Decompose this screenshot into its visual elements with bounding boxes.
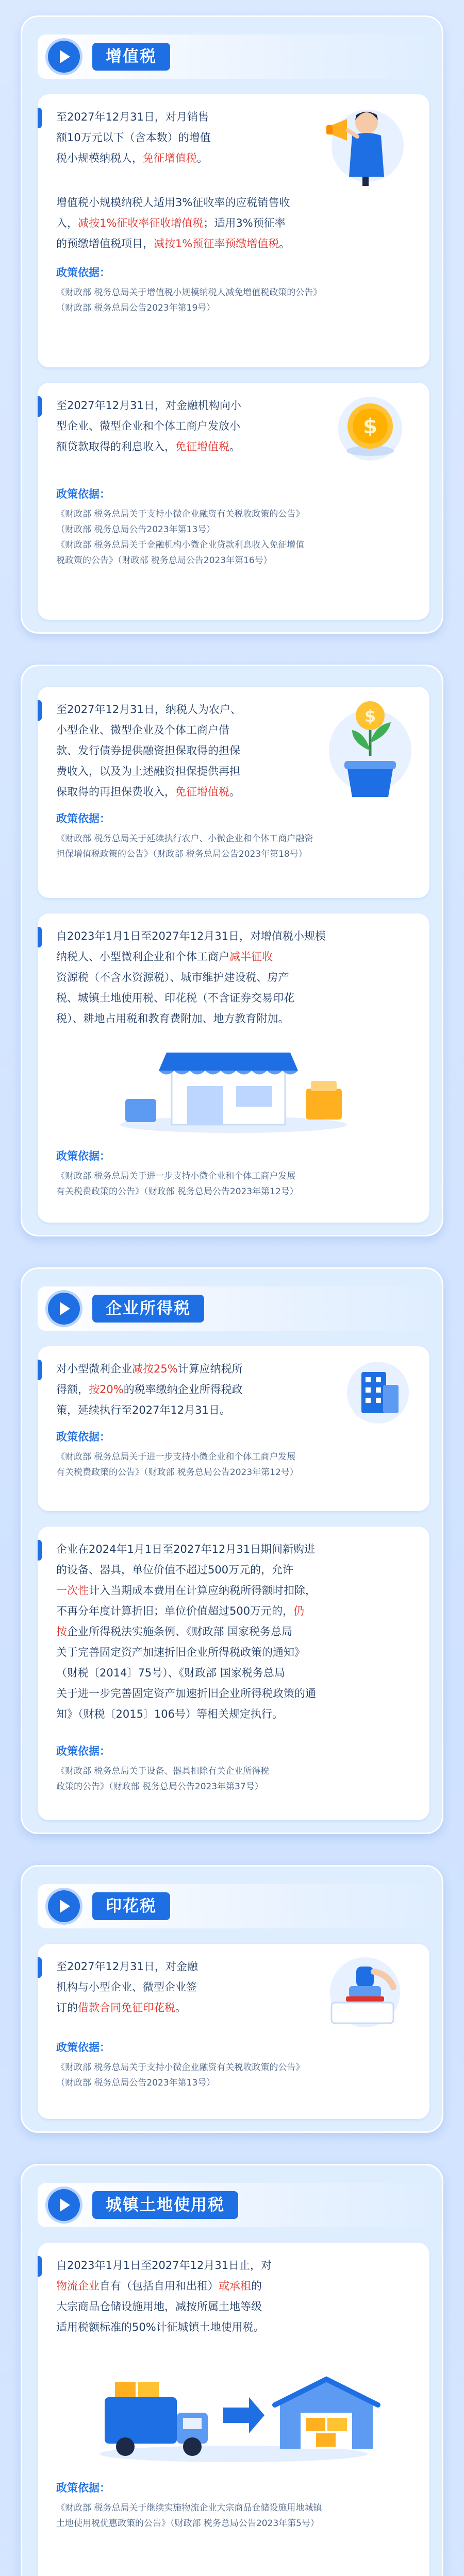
policy-basis: 《财政部 税务总局关于设备、器具扣除有关企业所得税 政策的公告》（财政部 税务总局公告2023年第37号） xyxy=(56,1766,270,1792)
megaphone-woman-illustration xyxy=(306,99,419,187)
card-marker xyxy=(38,927,42,947)
basis-label: 政策依据： xyxy=(56,1745,110,1757)
policy-basis: 《财政部 税务总局关于增值税小规模纳税人减免增值税政策的公告》 （财政部 税务总局公告2023年第19号） xyxy=(56,287,322,313)
vat-section xyxy=(21,15,443,634)
basis-label: 政策依据： xyxy=(56,2482,110,2494)
play-badge-icon xyxy=(48,1890,80,1922)
highlight-text: 免征增值税 xyxy=(143,152,197,164)
gold-coin-illustration xyxy=(326,390,414,467)
section-header xyxy=(38,1286,429,1331)
svg-text:$: $ xyxy=(363,415,377,438)
policy-card xyxy=(38,383,429,620)
section-header xyxy=(38,2183,429,2227)
policy-basis: 《财政部 税务总局关于进一步支持小微企业和个体工商户发展 有关税费政策的公告》（财政部 税务总局公告2023年第12号） xyxy=(56,1171,299,1197)
stamp-duty-section xyxy=(21,1865,443,2133)
basis-label: 政策依据： xyxy=(56,1431,110,1443)
policy-basis: 《财政部 税务总局关于延续执行农户、小微企业和个体工商户融资 担保增值税政策的公告》（财政部 税务总局公告2023年第18号） xyxy=(56,834,313,859)
policy-basis: 《财政部 税务总局关于进一步支持小微企业和个体工商户发展 有关税费政策的公告》（财政部 税务总局公告2023年第12号） xyxy=(56,1452,299,1478)
guarantee-section xyxy=(21,665,443,1236)
policy-text: 至2027年12月31日，对月销售 额10万元以下（含本数）的增值 税小规模纳税人，免征增值税。 xyxy=(56,111,211,164)
corporate-income-tax-section xyxy=(21,1267,443,1834)
policy-text: 至2027年12月31日，纳税人为农户、 小型企业、微型企业及个体工商户借 款、发行债券提供融资担保取得的担保 费收入，以及为上述融资担保提供再担 保取得的再担保费收入，免征增值税。 xyxy=(56,703,241,798)
storefront-illustration xyxy=(94,1032,373,1135)
policy-card xyxy=(38,2243,429,2576)
section-header xyxy=(38,1884,429,1928)
policy-basis: 《财政部 税务总局关于继续实施物流企业大宗商品仓储设施用地城镇 土地使用税优惠政策的公告》（财政部 税务总局公告2023年第5号） xyxy=(56,2503,322,2529)
policy-text: 增值税小规模纳税人适用3%征收率的应税销售收 入，减按1%征收率征收增值税；适用3%预征率 的预缴增值税项目，减按1%预征率预缴增值税。 xyxy=(56,196,290,250)
policy-card xyxy=(38,687,429,898)
card-marker xyxy=(38,1360,42,1380)
play-badge-icon xyxy=(48,1293,80,1325)
basis-label: 政策依据： xyxy=(56,2041,110,2054)
truck-warehouse-illustration xyxy=(84,2351,383,2464)
card-marker xyxy=(38,2256,42,2277)
hand-stamp-illustration xyxy=(316,1951,414,2033)
policy-text: 自2023年1月1日至2027年12月31日，对增值税小规模 纳税人、小型微利企业和个体工商户减半征收 资源税（不含水资源税）、城市维护建设税、房产 税、城镇土地使用税、印花税（不含证券交易印花 税）、耕地占用税和教育费附加、地方教育附加。 xyxy=(56,930,326,1025)
card-marker xyxy=(38,108,42,128)
section-title: 增值税 xyxy=(92,43,170,71)
policy-card xyxy=(38,1527,429,1820)
land-use-tax-section xyxy=(21,2164,443,2576)
card-marker xyxy=(38,1540,42,1561)
basis-label: 政策依据： xyxy=(56,1150,110,1162)
card-marker xyxy=(38,1957,42,1978)
play-badge-icon xyxy=(48,2189,80,2221)
svg-text:$: $ xyxy=(364,706,376,726)
policy-card xyxy=(38,1346,429,1511)
money-plant-illustration xyxy=(321,694,419,812)
card-marker xyxy=(38,396,42,417)
policy-text: 至2027年12月31日，对金融机构向小 型企业、微型企业和个体工商户发放小 额贷款取得的利息收入，免征增值税。 xyxy=(56,399,241,453)
policy-card xyxy=(38,94,429,367)
section-title: 印花税 xyxy=(92,1892,170,1920)
section-header xyxy=(38,35,429,79)
policy-text: 企业在2024年1月1日至2027年12月31日期间新购进 的设备、器具，单位价值不超过500万元的，允许 一次性计入当期成本费用在计算应纳税所得额时扣除， 不再分年度计算折旧；单位价值超过500万元的，仍 按企业所得税法实施条例、《财政部 国家税务总局 关于完善固定资产加速折旧企业所得税政策的通知》 （财税〔2014〕75号）、《财政部 国家税务总局 关于进一步完善固定资产加速折旧企业所得税政策的通 知》（财税〔2015〕106号）等相关规定执行。 xyxy=(56,1543,316,1720)
office-building-icon xyxy=(342,1357,414,1429)
section-title: 城镇土地使用税 xyxy=(92,2191,238,2219)
section-title: 企业所得税 xyxy=(92,1295,204,1323)
policy-card xyxy=(38,913,429,1223)
policy-card xyxy=(38,1944,429,2119)
play-badge-icon xyxy=(48,41,80,73)
policy-text: 自2023年1月1日至2027年12月31日止，对 物流企业自有（包括自用和出租）或承租的 大宗商品仓储设施用地，减按所属土地等级 适用税额标准的50%计征城镇土地使用税。 xyxy=(56,2259,272,2333)
policy-basis: 《财政部 税务总局关于支持小微企业融资有关税收政策的公告》 （财政部 税务总局公告2023年第13号） 《财政部 税务总局关于金融机构小微企业贷款利息收入免征增值 税政策的公告》（财政部 税务总局公告2023年第16号） xyxy=(56,509,305,566)
card-marker xyxy=(38,700,42,721)
policy-text: 至2027年12月31日，对金融 机构与小型企业、微型企业签 订的借款合同免征印花税。 xyxy=(56,1960,198,2014)
policy-text: 对小型微利企业减按25%计算应纳税所 得额，按20%的税率缴纳企业所得税政 策，延续执行至2027年12月31日。 xyxy=(56,1363,243,1416)
basis-label: 政策依据： xyxy=(56,812,110,825)
basis-label: 政策依据： xyxy=(56,488,110,500)
basis-label: 政策依据： xyxy=(56,266,110,279)
policy-basis: 《财政部 税务总局关于支持小微企业融资有关税收政策的公告》 （财政部 税务总局公告2023年第13号） xyxy=(56,2062,305,2088)
